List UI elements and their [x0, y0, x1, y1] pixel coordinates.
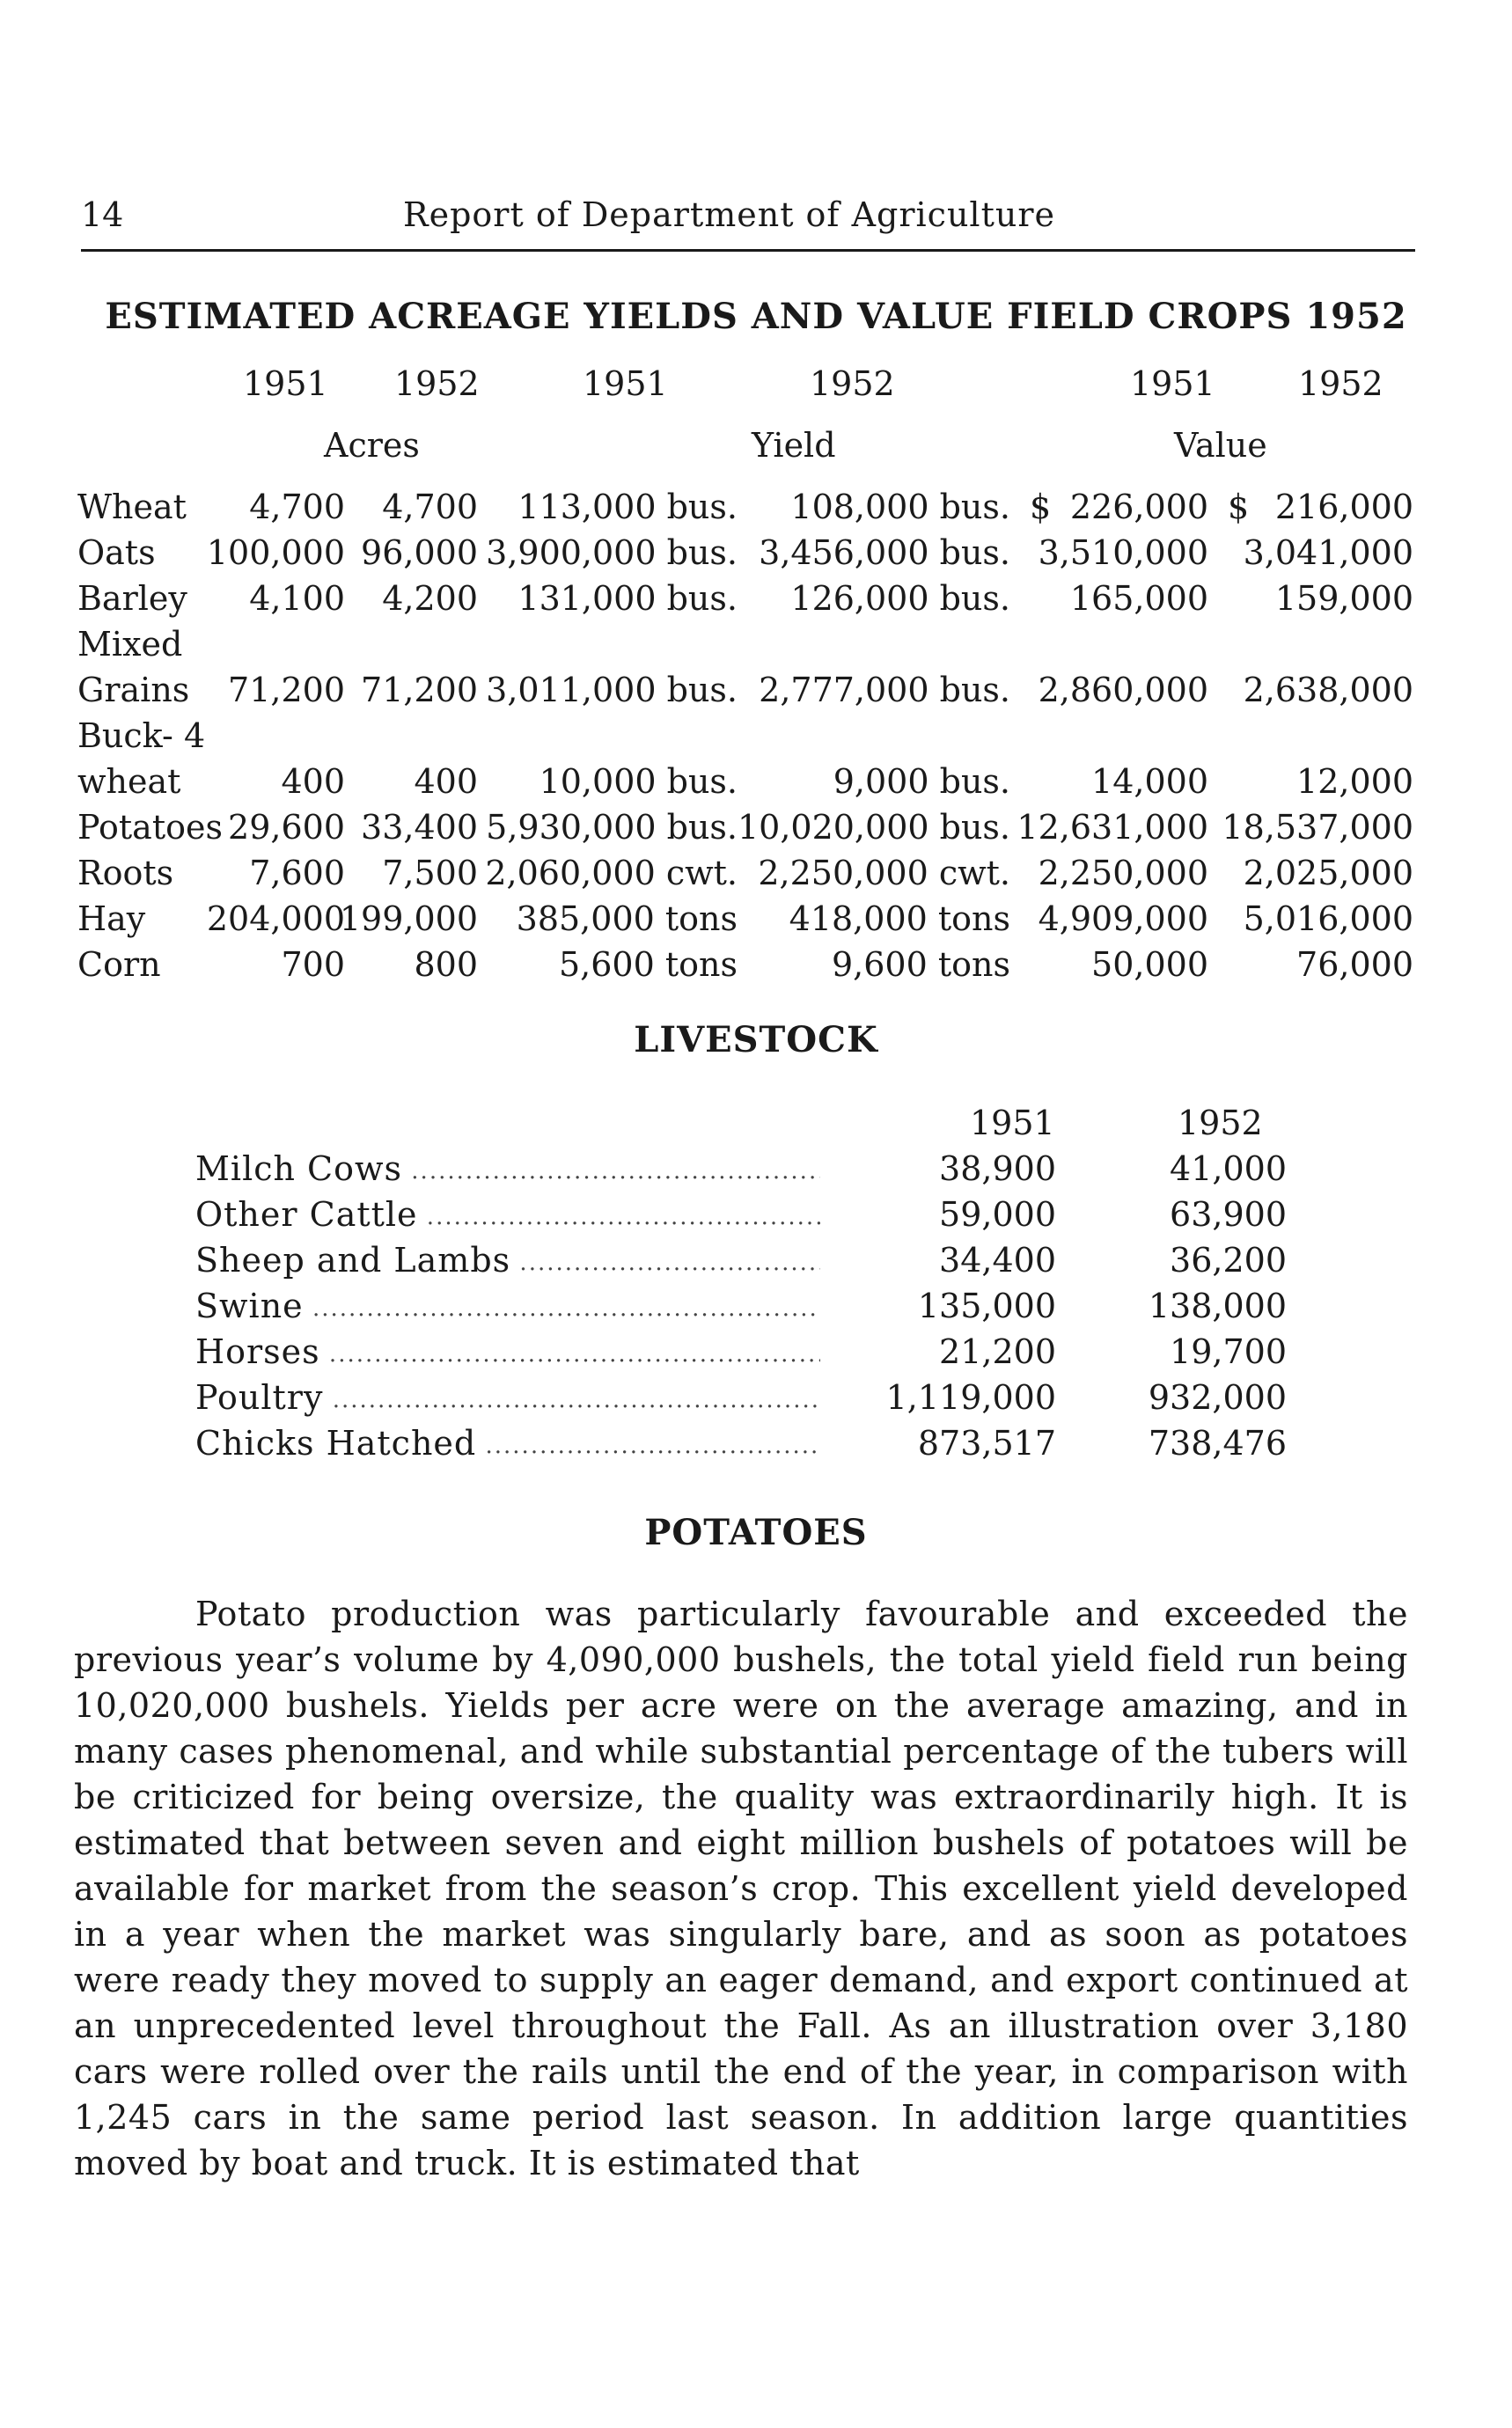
- livestock-row: [0, 1149, 1512, 1195]
- value-1952: 12,000: [1296, 762, 1413, 801]
- acres-1951: 204,000: [206, 899, 345, 938]
- acres-1951: 71,200: [228, 671, 345, 709]
- crop-name: Wheat: [77, 488, 187, 526]
- livestock-label: Horses .....: [195, 1332, 820, 1371]
- value-1951: 226,000: [1069, 488, 1208, 526]
- acres-1952: 800: [414, 945, 478, 984]
- acres-1951: 4,700: [249, 488, 345, 526]
- value-1952: 2,025,000: [1243, 854, 1413, 892]
- yield-1952: 10,020,000 bus.: [737, 808, 1010, 847]
- acres-1951: 100,000: [206, 533, 345, 572]
- value-1951: 165,000: [1069, 579, 1208, 618]
- yield-1951: 10,000 bus.: [539, 762, 738, 801]
- yield-1951: 3,011,000 bus.: [486, 671, 738, 709]
- crop-row: [0, 716, 1512, 762]
- acres-1951: 29,600: [228, 808, 345, 847]
- acres-1952: 400: [414, 762, 478, 801]
- livestock-1952: 63,900: [1170, 1195, 1287, 1234]
- crop-row: [0, 579, 1512, 625]
- page-number: 14: [81, 195, 124, 234]
- livestock-row: [0, 1287, 1512, 1332]
- yield-1952: 2,250,000 cwt.: [758, 854, 1010, 892]
- group-value: Value: [1174, 426, 1267, 465]
- dollar-sign: $: [1030, 488, 1052, 526]
- yield-1951: 3,900,000 bus.: [486, 533, 738, 572]
- crop-name: Potatoes: [77, 808, 223, 847]
- livestock-1951: 34,400: [939, 1241, 1056, 1280]
- livestock-title: LIVESTOCK: [634, 1019, 878, 1060]
- yield-1951: 113,000 bus.: [517, 488, 738, 526]
- acres-1951: 700: [281, 945, 345, 984]
- running-header: [81, 195, 1415, 245]
- livestock-row: [0, 1195, 1512, 1241]
- crop-row: [0, 671, 1512, 716]
- livestock-1952: 19,700: [1170, 1332, 1287, 1371]
- livestock-row: [0, 1424, 1512, 1470]
- crops-year-value-1952: 1952: [1298, 364, 1384, 403]
- crops-year-yield-1951: 1951: [583, 364, 668, 403]
- livestock-label: Other Cattle .....: [195, 1195, 820, 1234]
- acres-1952: 4,200: [382, 579, 478, 618]
- yield-1951: 2,060,000 cwt.: [485, 854, 738, 892]
- livestock-row: [0, 1332, 1512, 1378]
- livestock-1951: 59,000: [939, 1195, 1056, 1234]
- livestock-year-1951: 1951: [970, 1104, 1055, 1142]
- yield-1952: 2,777,000 bus.: [759, 671, 1010, 709]
- livestock-label: Chicks Hatched .....: [195, 1424, 820, 1463]
- livestock-1952: 41,000: [1170, 1149, 1287, 1188]
- livestock-label: Sheep and Lambs .....: [195, 1241, 820, 1280]
- field-crops-title: ESTIMATED ACREAGE YIELDS AND VALUE FIELD CROPS 1952: [105, 296, 1407, 337]
- crop-name: Mixed: [77, 625, 183, 664]
- crop-name: Oats: [77, 533, 156, 572]
- livestock-1951: 873,517: [917, 1424, 1056, 1463]
- acres-1952: 71,200: [361, 671, 478, 709]
- value-1951: 50,000: [1091, 945, 1208, 984]
- value-1952: 159,000: [1274, 579, 1413, 618]
- livestock-1951: 21,200: [939, 1332, 1056, 1371]
- value-1951: 4,909,000: [1038, 899, 1208, 938]
- livestock-label: Milch Cows .....: [195, 1149, 820, 1188]
- crop-row: [0, 488, 1512, 533]
- acres-1951: 4,100: [249, 579, 345, 618]
- dollar-sign: $: [1228, 488, 1250, 526]
- crop-row: [0, 625, 1512, 671]
- crop-row: [0, 899, 1512, 945]
- value-1952: 18,537,000: [1222, 808, 1413, 847]
- crop-name: Roots: [77, 854, 174, 892]
- livestock-row: [0, 1378, 1512, 1424]
- acres-1952: 33,400: [361, 808, 478, 847]
- livestock-1952: 138,000: [1148, 1287, 1287, 1325]
- livestock-1951: 135,000: [917, 1287, 1056, 1325]
- value-1952: 2,638,000: [1243, 671, 1413, 709]
- yield-1952: 418,000 tons: [789, 899, 1010, 938]
- crop-name: Grains: [77, 671, 190, 709]
- livestock-1952: 738,476: [1148, 1424, 1287, 1463]
- crops-year-value-1951: 1951: [1130, 364, 1215, 403]
- crop-name: wheat: [77, 762, 181, 801]
- crop-name: Barley: [77, 579, 187, 618]
- group-yield: Yield: [752, 426, 836, 465]
- acres-1952: 4,700: [382, 488, 478, 526]
- crop-row: [0, 762, 1512, 808]
- livestock-year-1952: 1952: [1178, 1104, 1263, 1142]
- yield-1951: 131,000 bus.: [517, 579, 738, 618]
- yield-1951: 385,000 tons: [516, 899, 738, 938]
- value-1952: 5,016,000: [1243, 899, 1413, 938]
- running-title: Report of Department of Agriculture: [403, 195, 1055, 234]
- header-rule: [81, 249, 1415, 252]
- value-1951: 2,860,000: [1038, 671, 1208, 709]
- crop-row: [0, 945, 1512, 991]
- yield-1952: 3,456,000 bus.: [759, 533, 1010, 572]
- yield-1952: 108,000 bus.: [790, 488, 1010, 526]
- crop-name: Hay: [77, 899, 146, 938]
- potatoes-title: POTATOES: [644, 1512, 868, 1553]
- yield-1952: 9,000 bus.: [833, 762, 1010, 801]
- crop-name: Corn: [77, 945, 161, 984]
- acres-1951: 7,600: [249, 854, 345, 892]
- crops-year-acres-1951: 1951: [243, 364, 328, 403]
- potatoes-paragraph: Potato production was particularly favourable and exceeded the previous year’s volume by 4,090,000 bushels, the total yield field run being 10,020,000 bushels. Yields per acre were on the average amazing, and in many cases phenomenal, and while substantial percentage of the tubers will be criticized for being oversize, the quality was extraordinarily high. It is estimated that between seven and eight million bushels of potatoes will be available for market from the season’s crop. This excellent yield developed in a year when the market was singularly bare, and as soon as potatoes were ready they moved to supply an eager demand, and export continued at an unprecedented level throughout the Fall. As an illustration over 3,180 cars were rolled over the rails until the end of the year, in comparison with 1,245 cars in the same period last season. In addition large quantities moved by boat and truck. It is estimated that: [74, 1595, 1408, 2182]
- crop-row: [0, 854, 1512, 899]
- value-1952: 216,000: [1274, 488, 1413, 526]
- value-1952: 3,041,000: [1243, 533, 1413, 572]
- yield-1951: 5,600 tons: [559, 945, 738, 984]
- yield-1952: 9,600 tons: [832, 945, 1010, 984]
- crops-year-acres-1952: 1952: [394, 364, 480, 403]
- livestock-label: Poultry .....: [195, 1378, 820, 1417]
- value-1952: 76,000: [1296, 945, 1413, 984]
- acres-1952: 199,000: [339, 899, 478, 938]
- livestock-1952: 932,000: [1148, 1378, 1287, 1417]
- livestock-row: [0, 1241, 1512, 1287]
- crops-year-yield-1952: 1952: [810, 364, 895, 403]
- yield-1952: 126,000 bus.: [790, 579, 1010, 618]
- value-1951: 2,250,000: [1038, 854, 1208, 892]
- acres-1951: 400: [281, 762, 345, 801]
- livestock-1952: 36,200: [1170, 1241, 1287, 1280]
- group-acres: Acres: [324, 426, 420, 465]
- livestock-1951: 38,900: [939, 1149, 1056, 1188]
- value-1951: 3,510,000: [1038, 533, 1208, 572]
- acres-1952: 96,000: [361, 533, 478, 572]
- livestock-label: Swine .....: [195, 1287, 820, 1325]
- livestock-1951: 1,119,000: [885, 1378, 1056, 1417]
- value-1951: 12,631,000: [1017, 808, 1208, 847]
- acres-1952: 7,500: [382, 854, 478, 892]
- crop-row: [0, 533, 1512, 579]
- yield-1951: 5,930,000 bus.: [486, 808, 738, 847]
- value-1951: 14,000: [1091, 762, 1208, 801]
- crop-name: Buck- 4: [77, 716, 206, 755]
- crop-row: [0, 808, 1512, 854]
